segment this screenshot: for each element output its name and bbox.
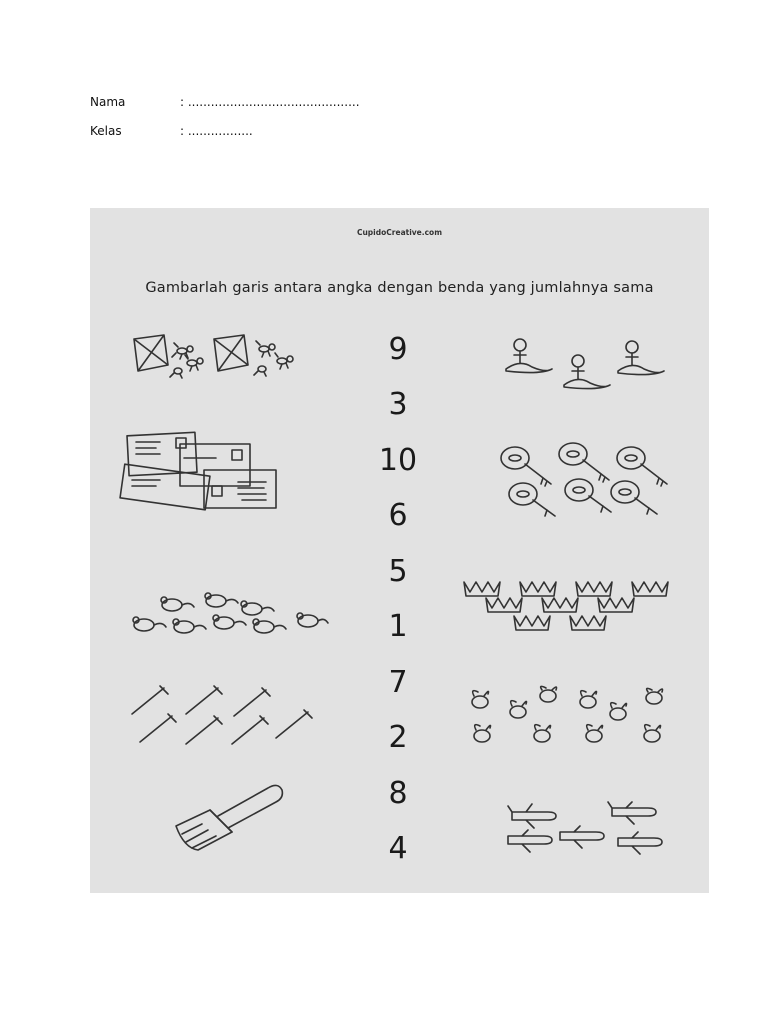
crowns-picture <box>462 578 672 636</box>
nails-picture <box>130 686 320 746</box>
number-item: 9 <box>388 332 408 367</box>
class-label: Kelas <box>90 124 122 138</box>
number-item: 5 <box>388 554 408 589</box>
name-label: Nama <box>90 95 126 109</box>
number-item: 6 <box>388 498 408 533</box>
kites-and-ants-picture <box>130 333 300 383</box>
number-item: 1 <box>388 609 408 644</box>
keys-picture <box>495 440 673 520</box>
number-item: 8 <box>388 776 408 811</box>
number-item: 3 <box>388 387 408 422</box>
name-blank: : ............................................. <box>180 95 360 109</box>
mice-picture <box>130 591 330 639</box>
number-item: 10 <box>378 443 418 478</box>
paintbrush-picture <box>172 780 292 860</box>
postcards-picture <box>120 430 285 515</box>
number-item: 4 <box>388 831 408 866</box>
instruction-text: Gambarlah garis antara angka dengan benda yang jumlahnya sama <box>145 280 654 296</box>
number-item: 7 <box>388 665 408 700</box>
worksheet-image <box>90 208 709 893</box>
airplanes-picture <box>508 802 668 854</box>
source-credit: CupidoCreative.com <box>356 228 443 237</box>
snowmen-picture <box>500 333 675 393</box>
bees-picture <box>468 688 668 748</box>
class-blank: : ................. <box>180 124 253 138</box>
number-item: 2 <box>388 720 408 755</box>
